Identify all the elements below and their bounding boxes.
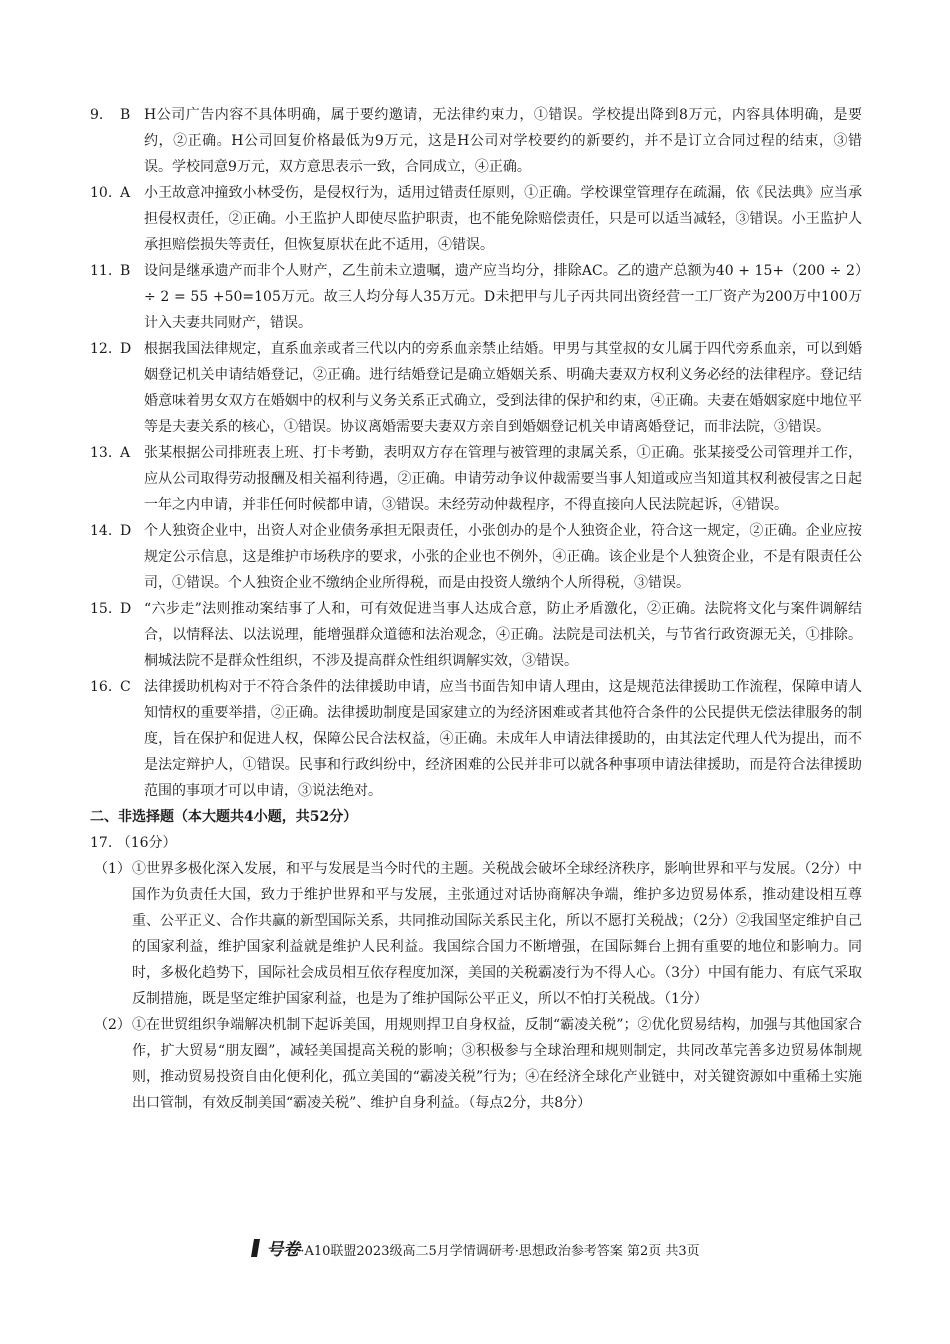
q17-part-1-label: （1） bbox=[94, 861, 131, 877]
question-number: 11. bbox=[90, 263, 113, 279]
question-answer: D bbox=[120, 341, 132, 357]
question-number: 16. bbox=[90, 679, 113, 695]
question-row bbox=[90, 180, 862, 258]
q17-part-1 bbox=[90, 856, 862, 1012]
q17-part-2-text: ①在世贸组织争端解决机制下起诉美国，用规则捍卫自身权益，反制“霸凌关税”；②优化贸易结构，加强与其他国家合作，扩大贸易“朋友圈”，减轻美国提高关税的影响；③积极参与全球治理和规则制定，共同改革完善多边贸易体制规则，推动贸易投资自由化便利化，孤立美国的“霸凌关税”行为；④在经济全球化产业链中，对关键资源如中重稀土实施出口管制，有效反制美国“霸凌关税”、维护自身利益。（每点2分，共8分） bbox=[132, 1017, 862, 1111]
question-row bbox=[90, 440, 862, 518]
question-answer: A bbox=[120, 185, 131, 201]
q17-part-2-label: （2） bbox=[94, 1017, 131, 1033]
question-number: 12. bbox=[90, 341, 113, 357]
question-answer: B bbox=[120, 263, 131, 279]
question-row bbox=[90, 258, 862, 336]
question-number: 13. bbox=[90, 445, 113, 461]
question-explanation: 根据我国法律规定，直系血亲或者三代以内的旁系血亲禁止结婚。甲男与其堂叔的女儿属于四代旁系血亲，可以到婚姻登记机关申请结婚登记，②正确。进行结婚登记是确立婚姻关系、明确夫妻双方权利义务必经的法律程序。登记结婚意味着男女双方在婚姻中的权利与义务关系正式确立，受到法律的保护和约束，④正确。夫妻在婚姻家庭中地位平等是夫妻关系的核心，①错误。协议离婚需要夫妻双方亲自到婚姻登记机关申请离婚登记，而非法院，③错误。 bbox=[144, 341, 862, 435]
question-explanation: 张某根据公司排班表上班、打卡考勤，表明双方存在管理与被管理的隶属关系，①正确。张某接受公司管理并工作，应从公司取得劳动报酬及相关福利待遇，②正确。申请劳动争议仲裁需要当事人知道或应当知道其权利被侵害之日起一年之内申请，并非任何时候都申请，③错误。未经劳动仲裁程序，不得直接向人民法院起诉，④错误。 bbox=[144, 445, 862, 513]
question-number: 10. bbox=[90, 185, 113, 201]
q17-part-2 bbox=[90, 1012, 862, 1116]
page-footer bbox=[0, 1238, 950, 1265]
choice-explanations bbox=[90, 102, 862, 804]
question-row bbox=[90, 674, 862, 804]
question-answer: D bbox=[120, 601, 132, 617]
q17-head: 17. （16分） bbox=[90, 835, 177, 851]
question-answer: D bbox=[120, 523, 132, 539]
question-explanation: 法律援助机构对于不符合条件的法律援助申请，应当书面告知申请人理由，这是规范法律援助工作流程，保障申请人知情权的重要举措，②正确。法律援助制度是国家建立的为经济困难或者其他符合条件的公民提供无偿法律服务的制度，旨在保护和促进人权，保障公民合法权益，④正确。未成年人申请法律援助的，由其法定代理人代为提出，而不是法定辩护人，①错误。民事和行政纠纷中，经济困难的公民并非可以就各种事项申请法律援助，而是符合法律援助范围的事项才可以申请，③说法绝对。 bbox=[144, 679, 862, 799]
question-explanation: 设问是继承遗产而非个人财产，乙生前未立遗嘱，遗产应当均分，排除AC。乙的遗产总额为40 + 15+（200 ÷ 2）÷ 2 = 55 +50=105万元。故三人均分每人35万元。D未把甲与儿子丙共同出资经营一工厂资产为200万中100万计入夫妻共同财产，错误。 bbox=[144, 263, 862, 331]
question-row bbox=[90, 336, 862, 440]
question-explanation: 小王故意冲撞致小林受伤，是侵权行为，适用过错责任原则，①正确。学校课堂管理存在疏漏，依《民法典》应当承担侵权责任，②正确。小王监护人即使尽监护职责，也不能免除赔偿责任，只是可以适当减轻，③错误。小王监护人承担赔偿损失等责任，但恢复原状在此不适用，④错误。 bbox=[144, 185, 862, 253]
question-explanation: 个人独资企业中，出资人对企业债务承担无限责任，小张创办的是个人独资企业，符合这一规定，②正确。企业应按规定公示信息，这是维护市场秩序的要求，小张的企业也不例外，④正确。该企业是个人独资企业，不是有限责任公司，①错误。个人独资企业不缴纳企业所得税，而是由投资人缴纳个人所得税，③错误。 bbox=[144, 523, 862, 591]
question-explanation: “六步走”法则推动案结事了人和，可有效促进当事人达成合意，防止矛盾激化，②正确。法院将文化与案件调解结合，以情释法、以法说理，能增强群众道德和法治观念，④正确。法院是司法机关，与节省行政资源无关，①排除。桐城法院不是群众性组织，不涉及提高群众性组织调解实效，③错误。 bbox=[144, 601, 862, 669]
question-explanation: H公司广告内容不具体明确，属于要约邀请，无法律约束力，①错误。学校提出降到8万元，内容具体明确，是要约，②正确。H公司回复价格最低为9万元，这是H公司对学校要约的新要约，并不是订立合同过程的结束，③错误。学校同意9万元，双方意思表示一致，合同成立，④正确。 bbox=[144, 107, 862, 175]
answer-page bbox=[90, 102, 862, 1116]
section-title: 二、非选择题（本大题共4小题，共52分） bbox=[90, 809, 358, 825]
question-number: 14. bbox=[90, 523, 113, 539]
question-answer: B bbox=[120, 107, 131, 123]
question-answer: C bbox=[120, 679, 131, 695]
question-number: 9. bbox=[90, 107, 104, 123]
q17-part-1-text: ①世界多极化深入发展，和平与发展是当今时代的主题。关税战会破坏全球经济秩序，影响世界和平与发展。（2分）中国作为负责任大国，致力于维护世界和平与发展，主张通过对话协商解决争端，维护多边贸易体系，推动建设相互尊重、公平正义、合作共赢的新型国际关系，共同推动国际关系民主化，所以不愿打关税战；（2分）②我国坚定维护自己的国家利益，维护国家利益就是维护人民利益。我国综合国力不断增强，在国际舞台上拥有重要的地位和影响力。同时，多极化趋势下，国际社会成员相互依存程度加深，美国的关税霸凌行为不得人心。（3分）中国有能力、有底气采取反制措施，既是坚定维护国家利益，也是为了维护国际公平正义，所以不怕打关税战。（1分） bbox=[132, 861, 862, 1007]
question-answer: A bbox=[120, 445, 131, 461]
footer-text: ·A10联盟2023级高二5月学情调研考·思想政治参考答案 第2页 共3页 bbox=[300, 1244, 700, 1259]
logo-text: 号卷 bbox=[266, 1240, 301, 1260]
question-row bbox=[90, 102, 862, 180]
logo-mark-icon bbox=[250, 1238, 262, 1265]
question-row bbox=[90, 518, 862, 596]
question-number: 15. bbox=[90, 601, 113, 617]
question-row bbox=[90, 596, 862, 674]
